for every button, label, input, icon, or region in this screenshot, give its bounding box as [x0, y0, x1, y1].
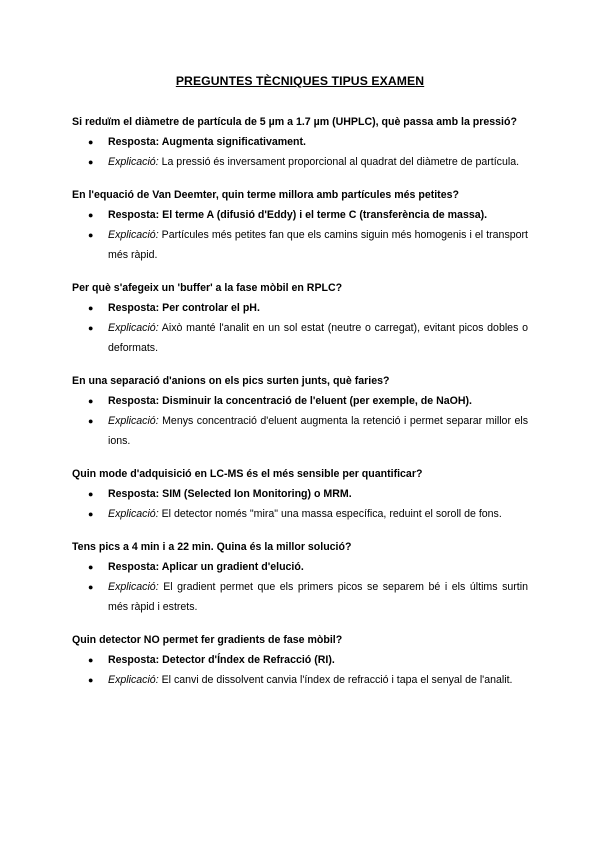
question-block: [72, 185, 528, 265]
answer-list: [72, 205, 528, 265]
explanation-label: Explicació:: [108, 581, 159, 593]
answer-text: Resposta: SIM (Selected Ion Monitoring) o MRM.: [108, 488, 352, 500]
answer-list: [72, 132, 528, 172]
answer-item: [72, 557, 528, 577]
question-block: [72, 112, 528, 172]
question-block: [72, 537, 528, 617]
answer-text: Resposta: El terme A (difusió d'Eddy) i el terme C (transferència de massa).: [108, 209, 488, 221]
question-block: [72, 464, 528, 524]
question-text: En l'equació de Van Deemter, quin terme millora amb partícules més petites?: [72, 189, 459, 201]
question-text: Quin detector NO permet fer gradients de fase mòbil?: [72, 634, 343, 646]
explanation-item: [72, 318, 528, 358]
question-text: Tens pics a 4 min i a 22 min. Quina és la millor solució?: [72, 541, 352, 553]
question-block: [72, 278, 528, 358]
answer-list: [72, 391, 528, 451]
answer-text: Resposta: Per controlar el pH.: [108, 302, 260, 314]
answer-item: [72, 650, 528, 670]
bullet-icon: ●: [88, 582, 94, 592]
explanation-text: El detector només "mira" una massa específica, reduint el soroll de fons.: [158, 508, 502, 520]
explanation-item: [72, 670, 528, 690]
explanation-item: [72, 504, 528, 524]
question-text: En una separació d'anions on els pics surten junts, què faries?: [72, 375, 390, 387]
answer-item: [72, 205, 528, 225]
explanation-item: [72, 152, 528, 172]
explanation-item: [72, 411, 528, 451]
bullet-icon: ●: [88, 675, 94, 685]
explanation-item: [72, 577, 528, 617]
answer-list: [72, 484, 528, 524]
answer-list: [72, 650, 528, 690]
explanation-text: Partícules més petites fan que els camins siguin més homogenis i el transport més ràpid.: [108, 229, 528, 261]
bullet-icon: ●: [88, 303, 94, 313]
question-block: [72, 630, 528, 690]
page-title: PREGUNTES TÈCNIQUES TIPUS EXAMEN: [175, 74, 425, 88]
explanation-label: Explicació:: [108, 415, 159, 427]
answer-text: Resposta: Aplicar un gradient d'elució.: [108, 561, 304, 573]
question-text: Per què s'afegeix un 'buffer' a la fase mòbil en RPLC?: [72, 282, 343, 294]
explanation-text: El canvi de dissolvent canvia l'índex de refracció i tapa el senyal de l'analit.: [158, 674, 513, 686]
bullet-icon: ●: [88, 562, 94, 572]
bullet-icon: ●: [88, 416, 94, 426]
bullet-icon: ●: [88, 509, 94, 519]
question-block: [72, 371, 528, 451]
answer-list: [72, 298, 528, 358]
bullet-icon: ●: [88, 396, 94, 406]
answer-item: [72, 484, 528, 504]
bullet-icon: ●: [88, 230, 94, 240]
question-text: Quin mode d'adquisició en LC-MS és el més sensible per quantificar?: [72, 468, 423, 480]
explanation-label: Explicació:: [108, 508, 159, 520]
explanation-label: Explicació:: [108, 322, 159, 334]
question-text: Si reduïm el diàmetre de partícula de 5 µm a 1.7 µm (UHPLC), què passa amb la pressió?: [72, 116, 517, 128]
bullet-icon: ●: [88, 655, 94, 665]
explanation-text: Menys concentració d'eluent augmenta la retenció i permet separar millor els ions.: [108, 415, 528, 447]
explanation-item: [72, 225, 528, 265]
explanation-text: Això manté l'analit en un sol estat (neutre o carregat), evitant picos dobles o deformats.: [108, 322, 528, 354]
explanation-text: El gradient permet que els primers picos se separem bé i els últims surtin més ràpid i estrets.: [108, 581, 528, 613]
answer-text: Resposta: Augmenta significativament.: [108, 136, 306, 148]
answer-list: [72, 557, 528, 617]
bullet-icon: ●: [88, 137, 94, 147]
answer-text: Resposta: Detector d'Índex de Refracció (RI).: [108, 654, 335, 666]
answer-item: [72, 132, 528, 152]
answer-text: Resposta: Disminuir la concentració de l'eluent (per exemple, de NaOH).: [108, 395, 472, 407]
question-list: [72, 112, 528, 703]
answer-item: [72, 391, 528, 411]
bullet-icon: ●: [88, 323, 94, 333]
bullet-icon: ●: [88, 210, 94, 220]
answer-item: [72, 298, 528, 318]
explanation-label: Explicació:: [108, 156, 159, 168]
explanation-label: Explicació:: [108, 229, 159, 241]
bullet-icon: ●: [88, 489, 94, 499]
explanation-text: La pressió és inversament proporcional al quadrat del diàmetre de partícula.: [158, 156, 520, 168]
explanation-label: Explicació:: [108, 674, 159, 686]
bullet-icon: ●: [88, 157, 94, 167]
